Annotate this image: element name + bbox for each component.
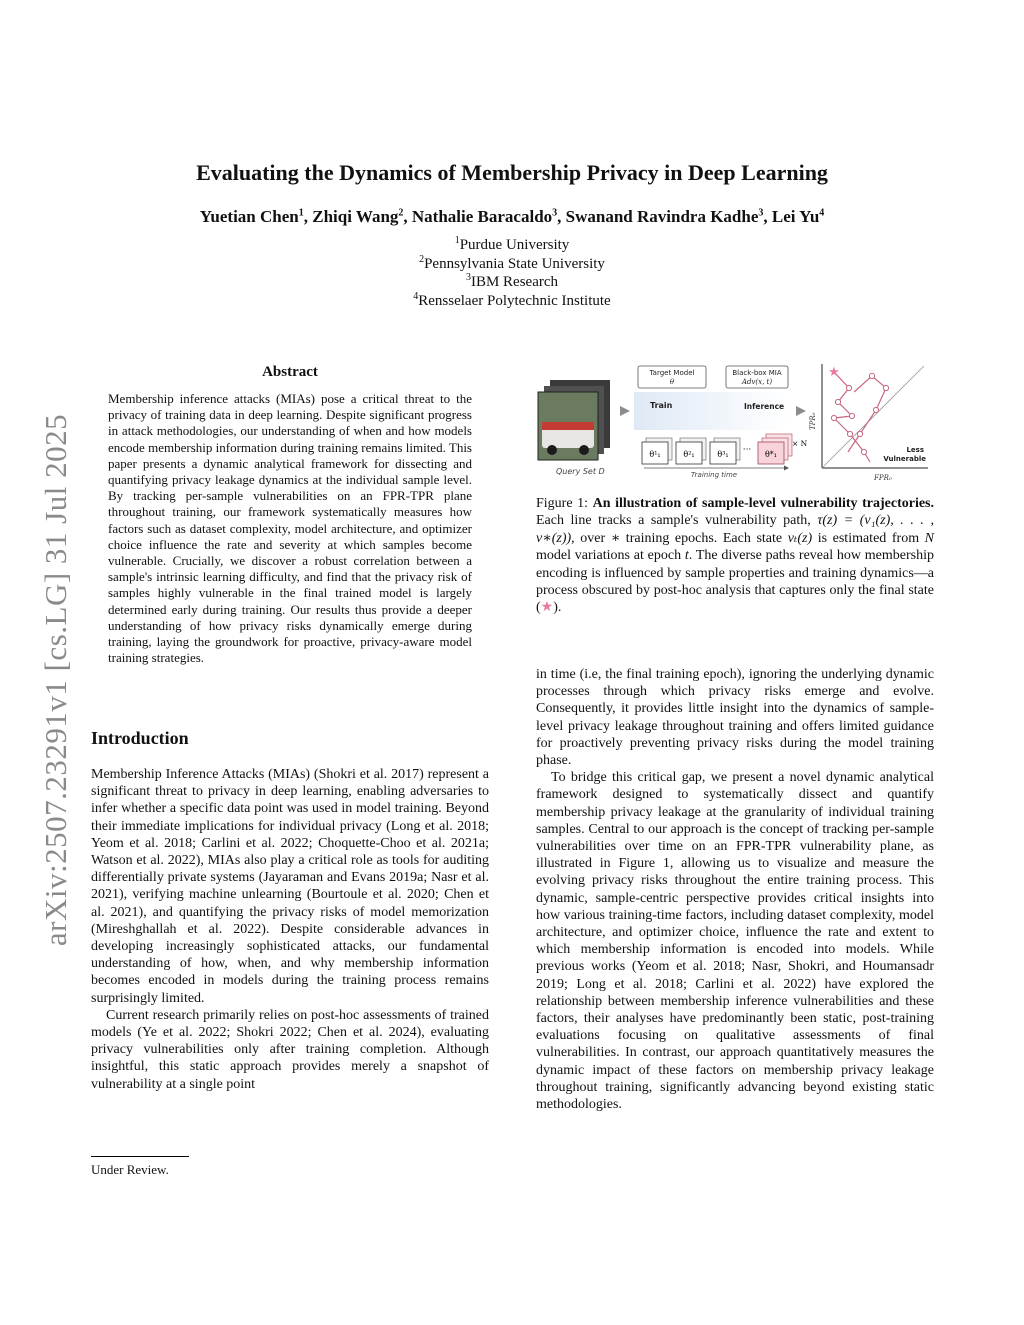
- introduction-body: [91, 766, 489, 1093]
- author: Swanand Ravindra Kadhe$^3$,: [565, 207, 772, 226]
- right-column-body: [536, 666, 934, 1113]
- affiliation: $^4$Rensselaer Polytechnic Institute: [413, 290, 611, 309]
- caption-text: Each line tracks a sample's vulnerability path,: [536, 513, 818, 529]
- caption-text: model variations at epoch: [536, 548, 685, 564]
- state-label: θ*₁: [764, 450, 778, 459]
- affiliation: $^1$Purdue University: [454, 235, 570, 253]
- arrow-icon: [796, 406, 806, 416]
- arrow-icon: [620, 406, 630, 416]
- final-state-star-icon: ★: [828, 365, 840, 380]
- caption-text: , over ∗ training epochs. Each state: [571, 530, 788, 546]
- paper-title: Evaluating the Dynamics of Membership Privacy in Deep Learning: [196, 160, 828, 185]
- caption-title: An illustration of sample-level vulnerability trajectories.: [592, 496, 934, 511]
- affiliation: $^3$IBM Research: [465, 272, 559, 290]
- blackbox-mia-label: Black-box MIA: [732, 369, 782, 377]
- target-model-label: Target Model: [649, 369, 695, 377]
- paragraph: Current research primarily relies on post-hoc assessments of trained models (Ye et al. 2022; Shokri 2022; Chen et al. 2024), evaluating privacy vulnerabilities only after training completion. Although insightful, this static approach provides merely a snapshot of vulnerability at a single point: [91, 1007, 489, 1092]
- author: Yuetian Chen$^1$,: [199, 207, 313, 226]
- author-list: [0, 207, 1024, 227]
- less-label: Less: [906, 446, 924, 454]
- caption-math: N: [924, 530, 935, 546]
- caption-math: τ(z) = (v₁(z), . . . , v∗(z)): [536, 513, 935, 546]
- affiliation: $^2$Pennsylvania State University: [419, 253, 605, 272]
- training-time-label: Training time: [690, 471, 738, 479]
- ellipsis: ···: [742, 445, 752, 455]
- tpr-axis-label: TPR₀: [809, 412, 817, 430]
- arxiv-side-stamp: [36, 380, 76, 980]
- abstract-heading: Abstract: [262, 364, 318, 380]
- vulnerable-label: Vulnerable: [883, 455, 926, 463]
- inference-label: Inference: [744, 402, 785, 411]
- theta-label: θ: [669, 378, 675, 386]
- star-icon: ★: [540, 600, 554, 616]
- paragraph: To bridge this critical gap, we present a novel dynamic analytical framework designed to systematically dissect and quantify membership privacy leakage at the granularity of individual training samples. Central to our approach is the concept of tracking per-sample vulnerabilities over time on an FPR-TPR vulnerability plane, as illustrated in Figure 1, allowing us to visualize and measure the evolving privacy risks throughout the entire training process. This dynamic, sample-centric perspective provides critical insights into how various training-time factors, including dataset complexity, model architecture, and optimizer choice, influence the rate and extent to which membership information is encoded into models. While previous works (Yeom et al. 2018; Nasr, Shokri, and Houmansadr 2019; Long et al. 2018; Carlini et al. 2022) have explored the relationship between membership inference vulnerabilities and these factors, their analyses have predominantly been static, post-training evaluations focusing on qualitative assessments of final vulnerabilities. In contrast, our approach quantitatively measures the dynamic impact of these factors on membership privacy leakage throughout training, significantly advancing beyond existing static methodologies.: [536, 770, 934, 1113]
- caption-math: t: [684, 548, 689, 564]
- abstract-text: Membership inference attacks (MIAs) pose a critical threat to the privacy of training data in deep learning. Despite significant progress in attack methodologies, our understanding of when and how models encode membership information during training remains limited. This paper presents a dynamic analytical framework for dissecting and quantifying privacy leakage dynamics at the individual sample level. By tracking per-sample vulnerabilities on an FPR-TPR plane throughout training, our framework systematically measures how factors such as dataset complexity, model architecture, and optimizer choice influence the rate and severity at which samples become vulnerable. Crucially, we discover a robust correlation between a sample's intrinsic learning difficulty, and find that the privacy risk of samples highly vulnerable in the final trained model is largely determined early during training. Our results thus provide a deeper understanding of how privacy risks dynamically emerge during training, laying the groundwork for proactive, privacy-aware model training strategies.: [108, 391, 472, 666]
- author: Lei Yu$^4$: [771, 207, 825, 226]
- adversary-label: Adv(x, t): [741, 378, 773, 386]
- caption-text: . The diverse paths reveal how membership encoding is influenced by sample properties and training dynamics—a process obscured by post-hoc analysis that captures only the final state (: [536, 548, 934, 616]
- state-label: θ³₁: [717, 450, 729, 459]
- caption-text: ).: [553, 600, 562, 616]
- query-set-label: Query Set D: [556, 467, 605, 476]
- footnote: Under Review.: [91, 1162, 169, 1177]
- arxiv-identifier: arXiv:2507.23291v1 [cs.LG] 31 Jul 2025: [38, 413, 74, 947]
- state-label: θ²₁: [683, 450, 695, 459]
- affiliation-list: [0, 236, 1024, 310]
- query-set-image-stack: [538, 380, 610, 460]
- train-label: Train: [650, 401, 673, 410]
- figure-1: [534, 360, 934, 490]
- paragraph: in time (i.e, the final training epoch), ignoring the underlying dynamic processes through which privacy risks emerge and evolve. Consequently, it provides little insight into the dynamics of sample-level privacy leakage throughout training and offers limited guidance for proactively preventing privacy risks during the model training phase.: [536, 667, 934, 769]
- caption-math: vₜ(z): [787, 530, 813, 546]
- introduction-heading: Introduction: [91, 728, 189, 748]
- figure-1-diagram: [534, 360, 934, 490]
- paragraph: Membership Inference Attacks (MIAs) (Shokri et al. 2017) represent a significant threat to privacy in deep learning, enabling adversaries to infer whether a specific data point was used in model training. Beyond their immediate implications for individual privacy (Long et al. 2018; Yeom et al. 2018; Carlini et al. 2022; Choquette-Choo et al. 2021a; Watson et al. 2022), MIAs also play a critical role as tools for auditing differentially private systems (Jayaraman and Evans 2019a; Nasr et al. 2021), verifying machine unlearning (Bourtoule et al. 2020; Chen et al. 2021), and quantifying the privacy risks of model memorization (Mireshghallah et al. 2022). Despite considerable advances in developing increasingly sophisticated attacks, our fundamental understanding of how, when, and why membership information becomes encoded in models during the training process remains surprisingly limited.: [91, 767, 489, 1006]
- times-n-label: × N: [792, 439, 808, 448]
- train-inference-band: [634, 392, 790, 430]
- state-label: θ¹₁: [649, 450, 661, 459]
- model-state-boxes: [642, 434, 792, 464]
- figure-1-caption: [536, 495, 934, 617]
- caption-text: is estimated from: [812, 530, 925, 546]
- author: Nathalie Baracaldo$^3$,: [411, 207, 566, 226]
- arrow-icon: [784, 466, 789, 471]
- footnote-rule: [91, 1156, 189, 1157]
- author: Zhiqi Wang$^2$,: [312, 207, 412, 226]
- caption-label: Figure 1:: [536, 496, 593, 511]
- fpr-axis-label: FPR₀: [874, 474, 892, 482]
